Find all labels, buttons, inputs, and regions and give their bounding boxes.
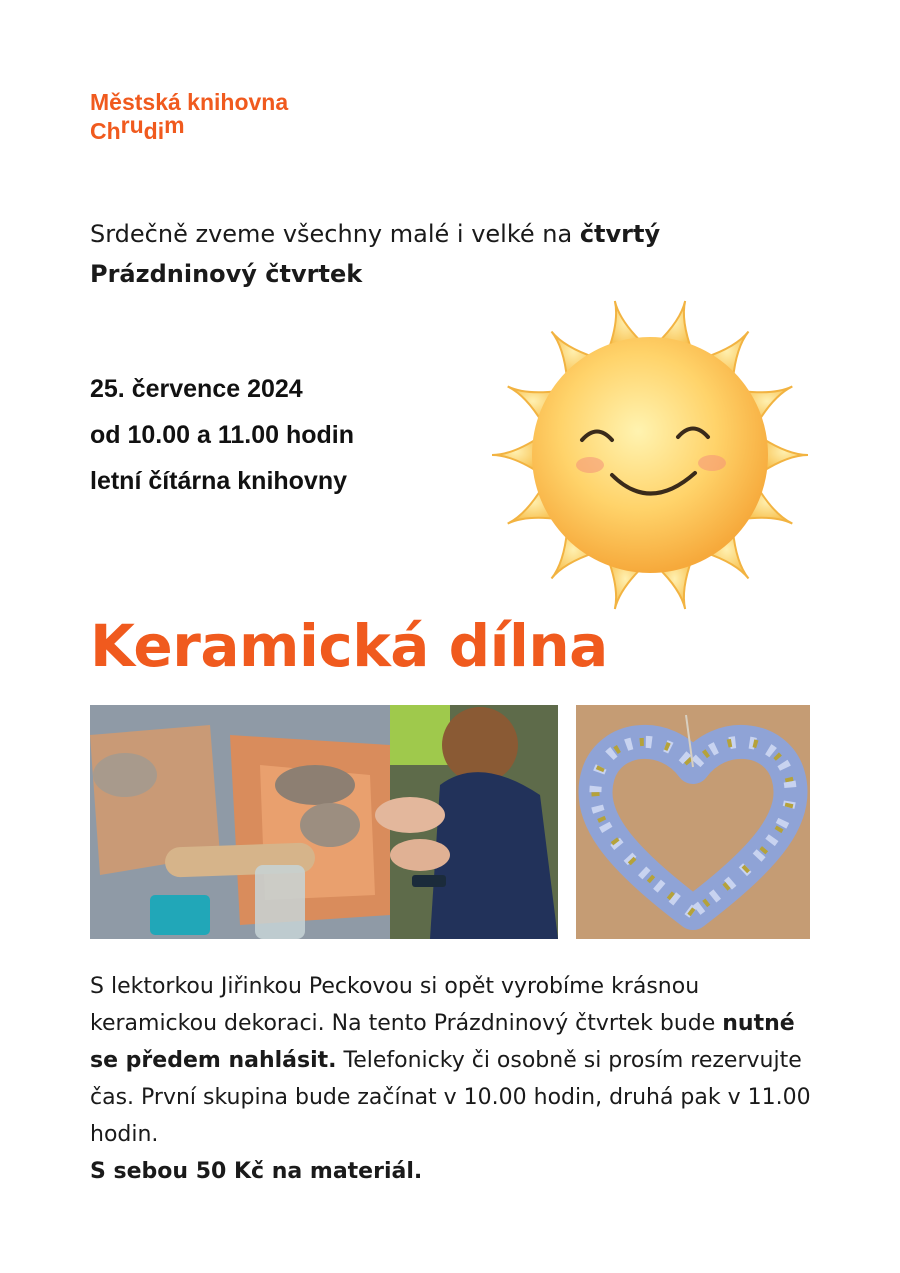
sun-left-cheek bbox=[576, 457, 604, 473]
sun-right-cheek bbox=[698, 455, 726, 471]
description-registration-note: nutné se předem nahlásit. bbox=[90, 1011, 795, 1073]
logo-line-1: Městská knihovna bbox=[90, 89, 289, 115]
event-date: 25. července 2024 bbox=[90, 375, 303, 403]
invitation-ordinal: čtvrtý bbox=[579, 220, 661, 248]
heart-photo-drawing bbox=[576, 705, 810, 939]
heart-decoration-photo bbox=[576, 705, 810, 939]
event-time: od 10.00 a 11.00 hodin bbox=[90, 421, 355, 449]
event-details bbox=[90, 366, 354, 504]
logo-part: Ch bbox=[90, 118, 121, 144]
invitation-text bbox=[90, 214, 770, 294]
logo-line-2 bbox=[90, 112, 288, 146]
invitation-event-name: Prázdninový čtvrtek bbox=[90, 260, 363, 288]
logo-part: di bbox=[143, 118, 165, 144]
workshop-photo-drawing bbox=[90, 705, 558, 939]
description-part-2: Telefonicky či osobně si prosím rezervujte čas. První skupina bude začínat v 10.00 hodin, druhá pak v 11.00 hodin. bbox=[90, 1048, 811, 1147]
library-logo bbox=[90, 88, 288, 146]
page-title: Keramická dílna bbox=[90, 612, 608, 680]
logo-part: ru bbox=[120, 112, 144, 138]
invitation-intro: Srdečně zveme všechny malé i velké na bbox=[90, 220, 580, 248]
logo-part: m bbox=[164, 112, 185, 138]
description-part-1: S lektorkou Jiřinkou Peckovou si opět vyrobíme krásnou keramickou dekoraci. Na tento Prázdninový čtvrtek bude bbox=[90, 974, 723, 1036]
description bbox=[90, 968, 820, 1190]
workshop-photo bbox=[90, 705, 558, 939]
description-fee-note: S sebou 50 Kč na materiál. bbox=[90, 1159, 423, 1184]
event-place: letní čítárna knihovny bbox=[90, 467, 348, 495]
sun-illustration bbox=[490, 295, 820, 625]
sun-face bbox=[532, 337, 768, 573]
